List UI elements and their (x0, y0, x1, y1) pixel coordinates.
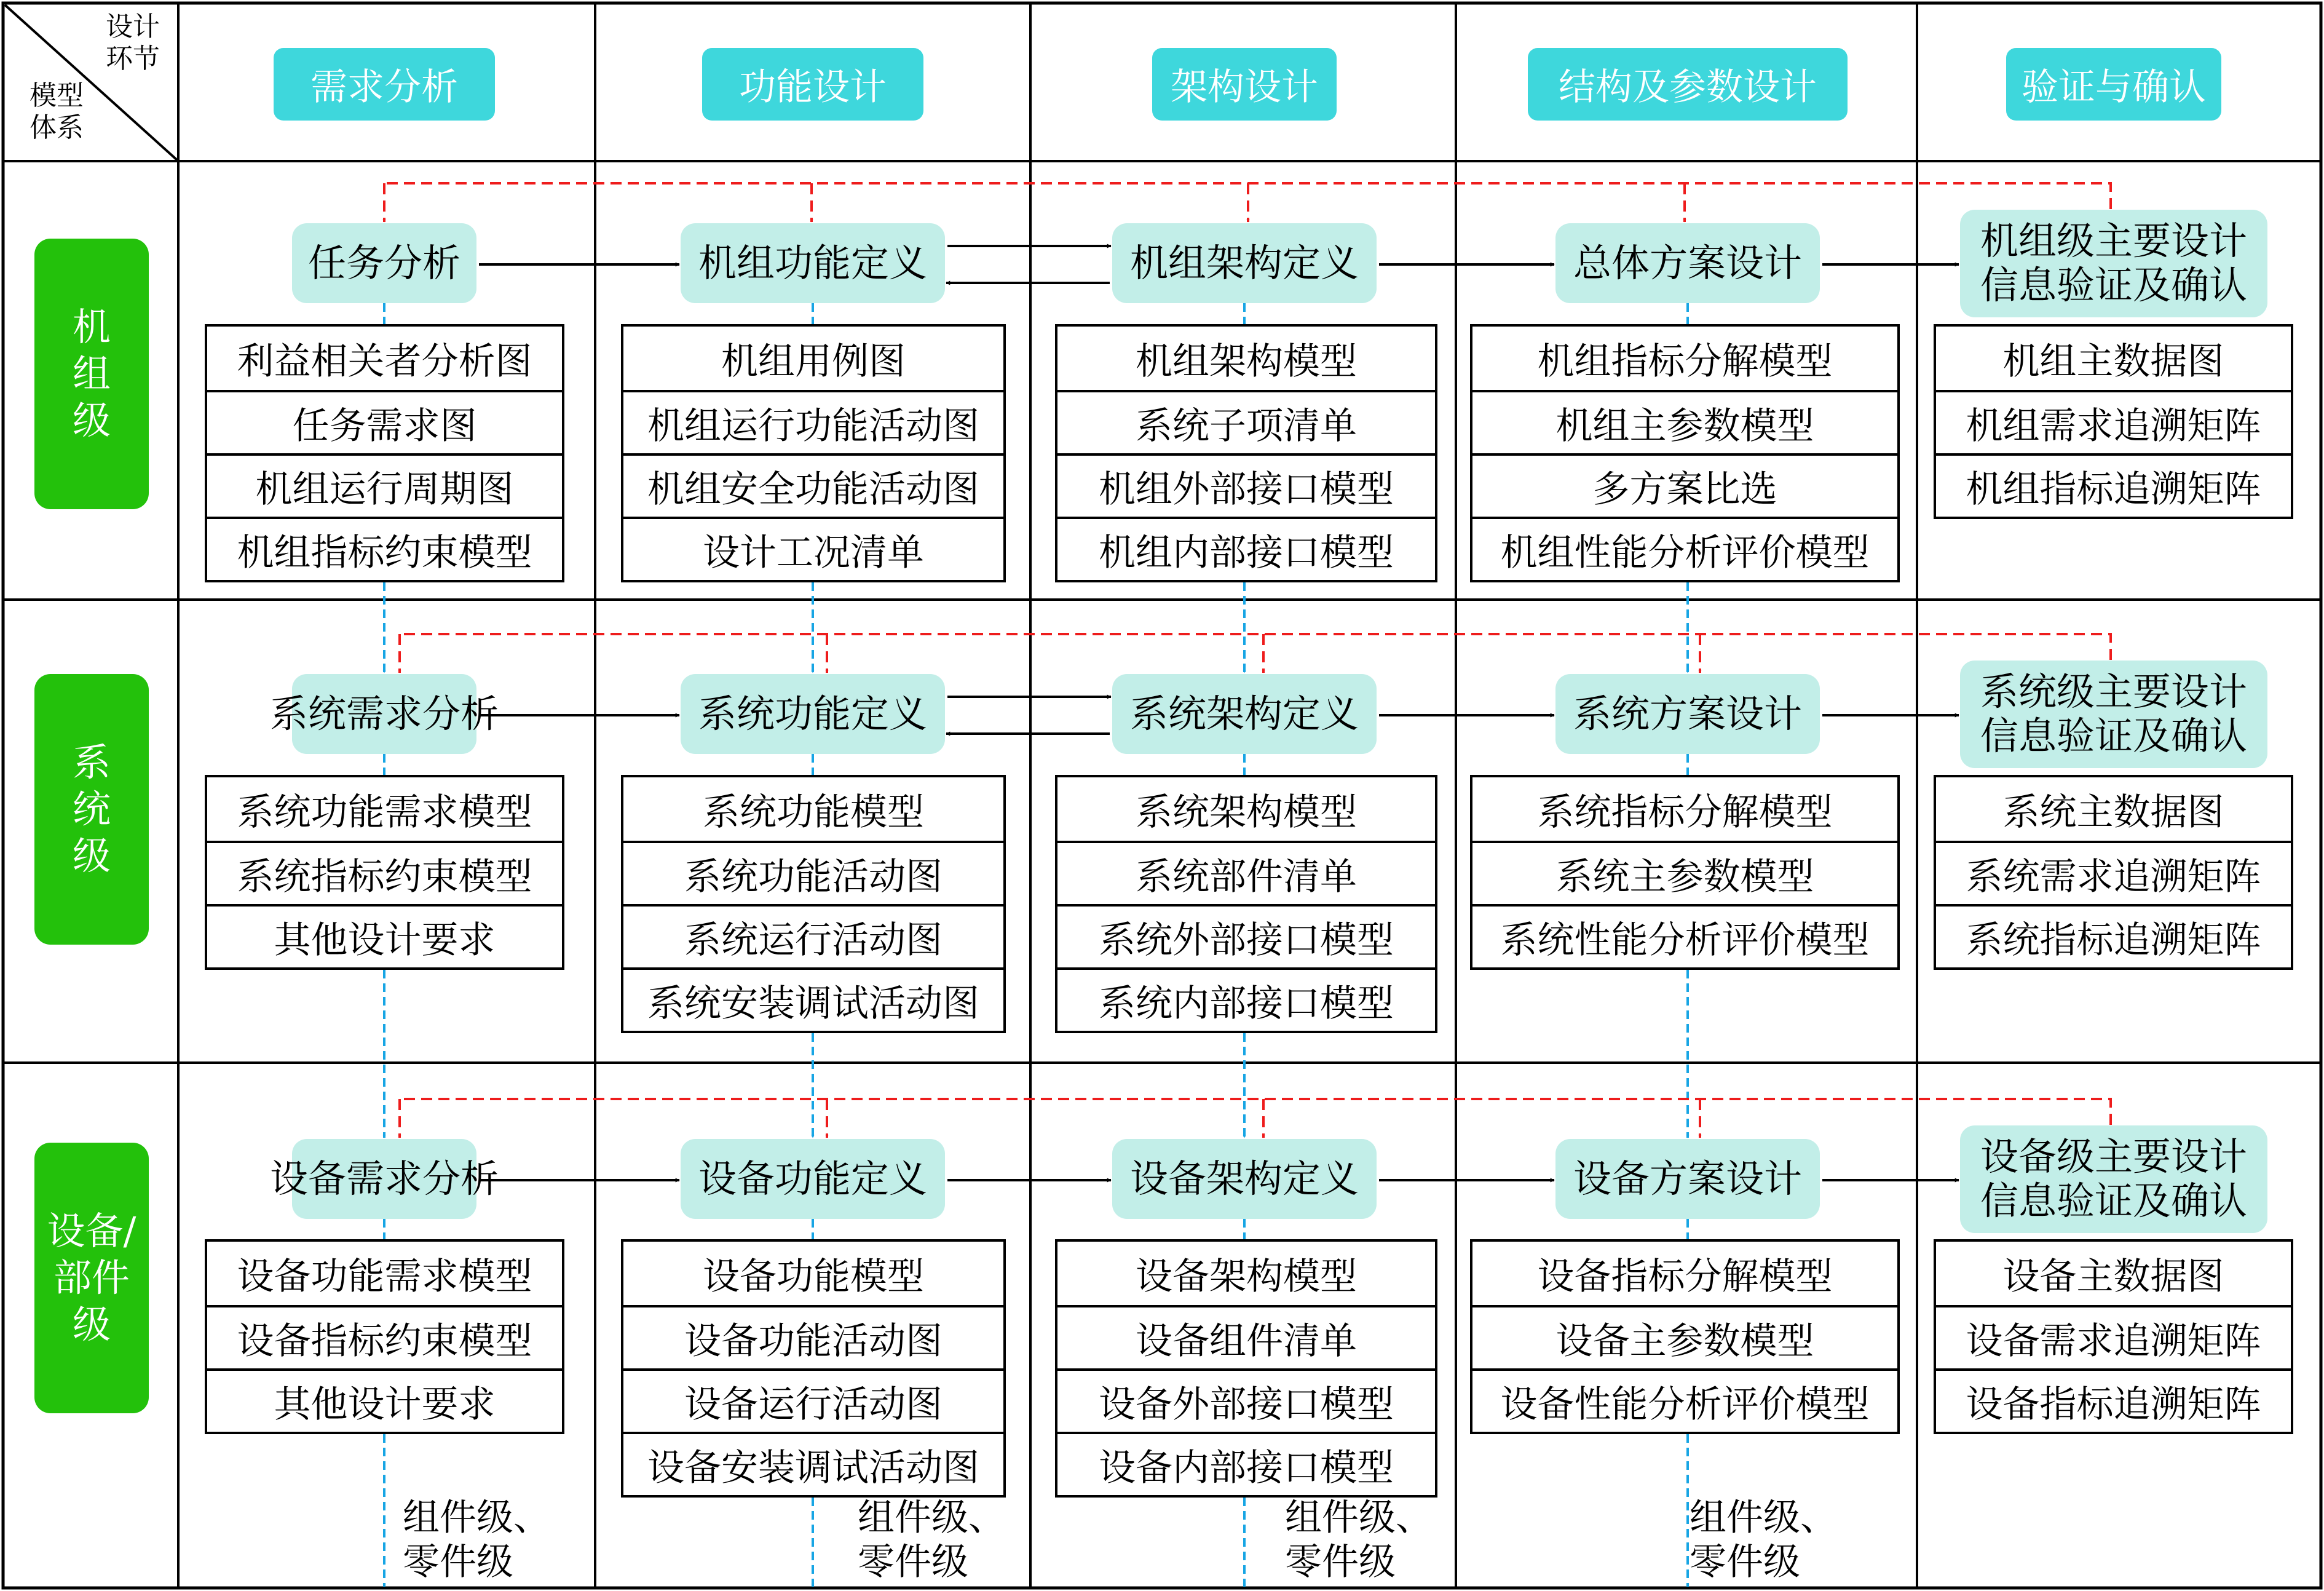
component-level-note: 组件级、 零件级 (403, 1496, 550, 1584)
model-item: 机组需求追溯矩阵 (1936, 390, 2291, 453)
activity-node: 总体方案设计 (1555, 223, 1820, 303)
model-item: 机组运行周期图 (207, 453, 562, 517)
model-list (1470, 775, 1900, 970)
model-item: 系统需求追溯矩阵 (1936, 841, 2291, 904)
model-item: 设备架构模型 (1136, 1255, 1357, 1298)
model-item: 系统安装调试活动图 (623, 967, 1003, 1031)
model-item: 系统指标分解模型 (1537, 790, 1833, 834)
model-list (205, 775, 564, 970)
feedback-line (400, 1099, 2111, 1125)
model-item: 其他设计要求 (207, 904, 562, 967)
model-item: 机组内部接口模型 (1057, 517, 1435, 580)
model-item: 系统性能分析评价模型 (1472, 904, 1897, 967)
model-item: 系统功能模型 (703, 790, 924, 834)
model-item: 设备指标分解模型 (1537, 1255, 1833, 1298)
activity-node: 系统功能定义 (681, 674, 945, 754)
activity-node: 机组功能定义 (681, 223, 945, 303)
model-list (1055, 324, 1437, 582)
component-level-note: 组件级、 零件级 (1285, 1496, 1433, 1584)
model-item: 设计工况清单 (623, 517, 1003, 580)
model-item: 设备功能模型 (703, 1255, 924, 1298)
model-item: 设备功能活动图 (623, 1305, 1003, 1368)
model-list (1934, 324, 2293, 519)
phase-header: 需求分析 (274, 48, 495, 121)
activity-node: 机组级主要设计 信息验证及确认 (1960, 210, 2267, 317)
activity-node: 系统级主要设计 信息验证及确认 (1960, 661, 2267, 768)
activity-node: 设备架构定义 (1112, 1139, 1377, 1219)
model-list (1055, 775, 1437, 1033)
model-item: 机组指标约束模型 (207, 517, 562, 580)
model-item: 系统外部接口模型 (1057, 904, 1435, 967)
model-item: 系统功能需求模型 (237, 790, 532, 834)
model-item: 任务需求图 (207, 390, 562, 453)
model-item: 机组运行功能活动图 (623, 390, 1003, 453)
model-item: 设备外部接口模型 (1057, 1368, 1435, 1432)
model-item: 系统主参数模型 (1472, 841, 1897, 904)
model-item: 机组指标追溯矩阵 (1936, 453, 2291, 517)
activity-node: 设备方案设计 (1555, 1139, 1820, 1219)
activity-node: 系统架构定义 (1112, 674, 1377, 754)
corner-label-design-phase: 设计 环节 (106, 11, 160, 74)
model-item: 系统主数据图 (2002, 790, 2224, 834)
model-item: 设备安装调试活动图 (623, 1432, 1003, 1495)
activity-node: 设备功能定义 (681, 1139, 945, 1219)
model-item: 机组用例图 (721, 339, 906, 383)
model-item: 机组指标分解模型 (1537, 339, 1833, 383)
model-item: 设备指标追溯矩阵 (1936, 1368, 2291, 1432)
model-item: 设备指标约束模型 (207, 1305, 562, 1368)
model-item: 机组性能分析评价模型 (1472, 517, 1897, 580)
model-list (621, 775, 1006, 1033)
model-list (1055, 1239, 1437, 1498)
component-level-note: 组件级、 零件级 (858, 1496, 1005, 1584)
corner-label-model-system: 模型 体系 (30, 80, 84, 143)
feedback-line (400, 634, 2111, 660)
model-item: 机组主参数模型 (1472, 390, 1897, 453)
phase-header: 结构及参数设计 (1528, 48, 1848, 121)
component-level-note: 组件级、 零件级 (1690, 1496, 1837, 1584)
model-item: 多方案比选 (1472, 453, 1897, 517)
model-item: 机组主数据图 (2002, 339, 2224, 383)
model-item: 设备需求追溯矩阵 (1936, 1305, 2291, 1368)
model-item: 设备性能分析评价模型 (1472, 1368, 1897, 1432)
model-item: 其他设计要求 (207, 1368, 562, 1432)
model-item: 设备功能需求模型 (237, 1255, 532, 1298)
model-item: 设备主参数模型 (1472, 1305, 1897, 1368)
model-list (621, 1239, 1006, 1498)
phase-header: 验证与确认 (2006, 48, 2221, 121)
activity-node: 设备需求分析 (292, 1139, 476, 1219)
model-list (1470, 324, 1900, 582)
model-item: 设备内部接口模型 (1057, 1432, 1435, 1495)
level-label: 机 组 级 (34, 239, 149, 509)
model-item: 系统功能活动图 (623, 841, 1003, 904)
model-item: 利益相关者分析图 (237, 339, 532, 383)
activity-node: 设备级主要设计 信息验证及确认 (1960, 1125, 2267, 1233)
model-list (205, 1239, 564, 1434)
model-item: 系统运行活动图 (623, 904, 1003, 967)
model-item: 系统指标追溯矩阵 (1936, 904, 2291, 967)
model-list (1934, 775, 2293, 970)
model-item: 机组架构模型 (1136, 339, 1357, 383)
model-item: 系统内部接口模型 (1057, 967, 1435, 1031)
activity-node: 机组架构定义 (1112, 223, 1377, 303)
model-item: 设备组件清单 (1057, 1305, 1435, 1368)
model-list (1934, 1239, 2293, 1434)
activity-node: 系统方案设计 (1555, 674, 1820, 754)
model-item: 机组外部接口模型 (1057, 453, 1435, 517)
model-item: 机组安全功能活动图 (623, 453, 1003, 517)
model-item: 系统子项清单 (1057, 390, 1435, 453)
model-item: 系统指标约束模型 (207, 841, 562, 904)
model-item: 系统部件清单 (1057, 841, 1435, 904)
model-list (621, 324, 1006, 582)
model-list (1470, 1239, 1900, 1434)
model-item: 设备主数据图 (2002, 1255, 2224, 1298)
model-item: 系统架构模型 (1136, 790, 1357, 834)
activity-node: 系统需求分析 (292, 674, 476, 754)
model-item: 设备运行活动图 (623, 1368, 1003, 1432)
phase-header: 功能设计 (702, 48, 923, 121)
level-label: 设备/ 部件 级 (34, 1143, 149, 1413)
model-list (205, 324, 564, 582)
activity-node: 任务分析 (292, 223, 476, 303)
level-label: 系 统 级 (34, 674, 149, 945)
phase-header: 架构设计 (1152, 48, 1337, 121)
